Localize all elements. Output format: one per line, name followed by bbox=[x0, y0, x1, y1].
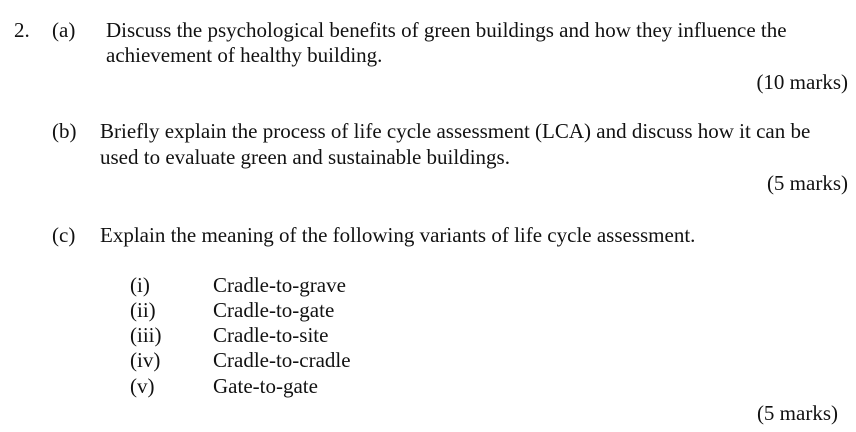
variant-name: Cradle-to-grave bbox=[213, 273, 346, 297]
question-number: 2. bbox=[14, 18, 30, 42]
variant-name: Cradle-to-gate bbox=[213, 298, 335, 322]
part-b-label: (b) bbox=[52, 119, 77, 143]
part-c-text: Explain the meaning of the following variants of life cycle assessment. bbox=[100, 223, 696, 247]
part-c-marks: (5 marks) bbox=[756, 401, 838, 425]
part-a-marks: (10 marks) bbox=[756, 70, 848, 94]
variant-name: Cradle-to-cradle bbox=[213, 348, 351, 372]
variant-name: Cradle-to-site bbox=[213, 323, 329, 347]
variant-number: (i) bbox=[130, 273, 150, 297]
part-b-text-line-1: Briefly explain the process of life cycle assessment (LCA) and discuss how it can be bbox=[100, 119, 811, 143]
variant-number: (iv) bbox=[130, 348, 161, 372]
part-b-text-line-2: used to evaluate green and sustainable buildings. bbox=[100, 145, 510, 169]
part-a-text-line-1: Discuss the psychological benefits of green buildings and how they influence the bbox=[106, 18, 787, 42]
part-c-label: (c) bbox=[52, 223, 76, 247]
variant-number: (ii) bbox=[130, 298, 156, 322]
part-a-text-line-2: achievement of healthy building. bbox=[106, 43, 383, 67]
variant-name: Gate-to-gate bbox=[213, 374, 318, 398]
part-b-marks: (5 marks) bbox=[766, 171, 848, 195]
variant-number: (v) bbox=[130, 374, 155, 398]
variant-number: (iii) bbox=[130, 323, 162, 347]
part-a-label: (a) bbox=[52, 18, 76, 42]
